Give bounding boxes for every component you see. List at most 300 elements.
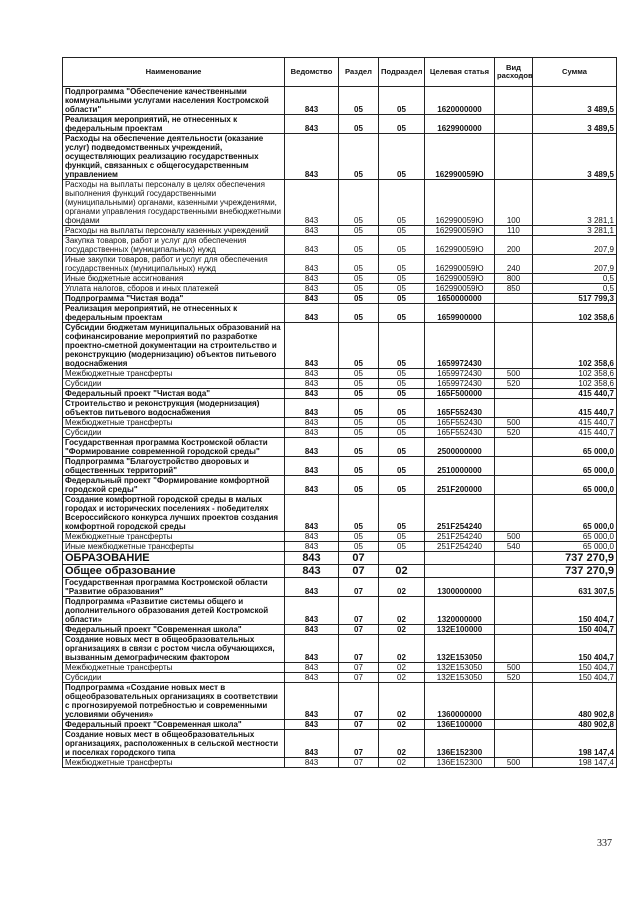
row-name: Иные закупки товаров, работ и услуг для обеспечения государственных (муниципальных) нужд bbox=[63, 255, 285, 274]
table-row bbox=[63, 389, 617, 399]
row-section: 07 bbox=[339, 552, 379, 565]
row-section: 05 bbox=[339, 379, 379, 389]
table-row bbox=[63, 532, 617, 542]
table-row bbox=[63, 428, 617, 438]
row-subsection: 05 bbox=[379, 428, 425, 438]
row-subsection: 02 bbox=[379, 683, 425, 720]
table-row bbox=[63, 180, 617, 226]
row-amount: 65 000,0 bbox=[533, 438, 617, 457]
row-section: 05 bbox=[339, 323, 379, 369]
row-department: 843 bbox=[285, 379, 339, 389]
header-expense-type: Вид расходов bbox=[495, 58, 533, 87]
row-name: Иные бюджетные ассигнования bbox=[63, 274, 285, 284]
row-target-article: 165F500000 bbox=[425, 389, 495, 399]
row-expense-type bbox=[495, 304, 533, 323]
row-department: 843 bbox=[285, 115, 339, 134]
row-name: Федеральный проект "Современная школа" bbox=[63, 625, 285, 635]
row-target-article: 165F552430 bbox=[425, 428, 495, 438]
row-name: Межбюджетные трансферты bbox=[63, 369, 285, 379]
row-department: 843 bbox=[285, 635, 339, 663]
row-department: 843 bbox=[285, 578, 339, 597]
row-name: Расходы на обеспечение деятельности (оказание услуг) подведомственных учреждений, осуществляющих реализацию государственных функций, связанных с общегосударственным управлением bbox=[63, 134, 285, 180]
row-section: 05 bbox=[339, 284, 379, 294]
table-row bbox=[63, 495, 617, 532]
row-amount: 480 902,8 bbox=[533, 720, 617, 730]
row-expense-type bbox=[495, 457, 533, 476]
row-department: 843 bbox=[285, 226, 339, 236]
row-section: 05 bbox=[339, 457, 379, 476]
row-subsection: 02 bbox=[379, 720, 425, 730]
table-row bbox=[63, 369, 617, 379]
row-subsection: 02 bbox=[379, 730, 425, 758]
row-name: Федеральный проект "Современная школа" bbox=[63, 720, 285, 730]
row-section: 07 bbox=[339, 683, 379, 720]
row-subsection: 05 bbox=[379, 399, 425, 418]
table-row bbox=[63, 673, 617, 683]
row-target-article: 132E153050 bbox=[425, 635, 495, 663]
row-section: 07 bbox=[339, 597, 379, 625]
budget-table bbox=[62, 57, 617, 768]
row-subsection: 05 bbox=[379, 134, 425, 180]
row-subsection: 05 bbox=[379, 476, 425, 495]
row-section: 05 bbox=[339, 428, 379, 438]
row-amount: 415 440,7 bbox=[533, 428, 617, 438]
table-row bbox=[63, 720, 617, 730]
table-row bbox=[63, 730, 617, 758]
row-name: Субсидии bbox=[63, 673, 285, 683]
row-target-article: 162990059Ю bbox=[425, 255, 495, 274]
row-department: 843 bbox=[285, 369, 339, 379]
row-expense-type: 800 bbox=[495, 274, 533, 284]
row-name: Межбюджетные трансферты bbox=[63, 663, 285, 673]
row-expense-type bbox=[495, 87, 533, 115]
row-expense-type bbox=[495, 578, 533, 597]
row-name: Межбюджетные трансферты bbox=[63, 418, 285, 428]
row-amount: 207,9 bbox=[533, 255, 617, 274]
row-name: Государственная программа Костромской области "Развитие образования" bbox=[63, 578, 285, 597]
row-section: 05 bbox=[339, 274, 379, 284]
row-expense-type: 520 bbox=[495, 673, 533, 683]
row-section: 07 bbox=[339, 635, 379, 663]
row-amount: 0,5 bbox=[533, 284, 617, 294]
row-subsection: 05 bbox=[379, 438, 425, 457]
row-section: 05 bbox=[339, 389, 379, 399]
row-name: Подпрограмма «Создание новых мест в общеобразовательных организациях в соответствии с прогнозируемой потребностью и современными условиями обучения» bbox=[63, 683, 285, 720]
row-target-article: 2500000000 bbox=[425, 438, 495, 457]
row-name: ОБРАЗОВАНИЕ bbox=[63, 552, 285, 565]
row-subsection: 05 bbox=[379, 304, 425, 323]
row-section: 07 bbox=[339, 565, 379, 578]
row-name: Подпрограмма "Чистая вода" bbox=[63, 294, 285, 304]
row-department: 843 bbox=[285, 87, 339, 115]
row-section: 05 bbox=[339, 399, 379, 418]
row-amount: 737 270,9 bbox=[533, 565, 617, 578]
row-target-article bbox=[425, 552, 495, 565]
row-expense-type bbox=[495, 399, 533, 418]
row-expense-type bbox=[495, 597, 533, 625]
row-department: 843 bbox=[285, 418, 339, 428]
row-section: 05 bbox=[339, 532, 379, 542]
row-section: 05 bbox=[339, 255, 379, 274]
row-name: Иные межбюджетные трансферты bbox=[63, 542, 285, 552]
row-section: 05 bbox=[339, 115, 379, 134]
row-target-article: 136E152300 bbox=[425, 758, 495, 768]
table-row bbox=[63, 758, 617, 768]
row-target-article: 1659972430 bbox=[425, 379, 495, 389]
row-subsection: 05 bbox=[379, 274, 425, 284]
row-amount: 3 281,1 bbox=[533, 226, 617, 236]
row-amount: 150 404,7 bbox=[533, 663, 617, 673]
row-name: Федеральный проект "Чистая вода" bbox=[63, 389, 285, 399]
row-department: 843 bbox=[285, 730, 339, 758]
row-expense-type: 520 bbox=[495, 379, 533, 389]
row-expense-type: 500 bbox=[495, 418, 533, 428]
row-section: 05 bbox=[339, 495, 379, 532]
table-row bbox=[63, 236, 617, 255]
row-department: 843 bbox=[285, 565, 339, 578]
row-department: 843 bbox=[285, 542, 339, 552]
row-subsection: 02 bbox=[379, 635, 425, 663]
row-section: 07 bbox=[339, 625, 379, 635]
row-section: 05 bbox=[339, 418, 379, 428]
row-expense-type: 200 bbox=[495, 236, 533, 255]
row-name: Государственная программа Костромской области "Формирование современной городской среды" bbox=[63, 438, 285, 457]
row-section: 07 bbox=[339, 578, 379, 597]
table-row bbox=[63, 284, 617, 294]
row-amount: 207,9 bbox=[533, 236, 617, 255]
row-department: 843 bbox=[285, 274, 339, 284]
row-target-article: 162990059Ю bbox=[425, 134, 495, 180]
row-department: 843 bbox=[285, 323, 339, 369]
row-section: 07 bbox=[339, 720, 379, 730]
row-department: 843 bbox=[285, 134, 339, 180]
row-subsection: 05 bbox=[379, 87, 425, 115]
row-section: 05 bbox=[339, 226, 379, 236]
table-row bbox=[63, 542, 617, 552]
row-amount: 150 404,7 bbox=[533, 625, 617, 635]
row-amount: 65 000,0 bbox=[533, 542, 617, 552]
row-section: 05 bbox=[339, 304, 379, 323]
row-target-article: 2510000000 bbox=[425, 457, 495, 476]
header-target-article: Целевая статья bbox=[425, 58, 495, 87]
row-department: 843 bbox=[285, 552, 339, 565]
row-subsection: 05 bbox=[379, 294, 425, 304]
row-section: 07 bbox=[339, 663, 379, 673]
row-name: Федеральный проект "Формирование комфортной городской среды" bbox=[63, 476, 285, 495]
row-amount: 3 489,5 bbox=[533, 115, 617, 134]
row-name: Реализация мероприятий, не отнесенных к федеральным проектам bbox=[63, 115, 285, 134]
row-expense-type: 500 bbox=[495, 369, 533, 379]
row-expense-type: 540 bbox=[495, 542, 533, 552]
row-subsection: 05 bbox=[379, 180, 425, 226]
row-expense-type bbox=[495, 323, 533, 369]
row-department: 843 bbox=[285, 683, 339, 720]
table-row bbox=[63, 255, 617, 274]
row-expense-type bbox=[495, 552, 533, 565]
row-expense-type bbox=[495, 476, 533, 495]
row-subsection: 02 bbox=[379, 758, 425, 768]
row-amount: 0,5 bbox=[533, 274, 617, 284]
row-target-article bbox=[425, 565, 495, 578]
row-target-article: 1659900000 bbox=[425, 304, 495, 323]
row-subsection: 02 bbox=[379, 565, 425, 578]
header-name: Наименование bbox=[63, 58, 285, 87]
row-name: Реализация мероприятий, не отнесенных к федеральным проектам bbox=[63, 304, 285, 323]
row-department: 843 bbox=[285, 255, 339, 274]
row-subsection: 02 bbox=[379, 597, 425, 625]
row-amount: 198 147,4 bbox=[533, 758, 617, 768]
row-section: 05 bbox=[339, 87, 379, 115]
row-subsection: 05 bbox=[379, 115, 425, 134]
table-row bbox=[63, 379, 617, 389]
row-amount: 65 000,0 bbox=[533, 532, 617, 542]
header-subsection: Подраздел bbox=[379, 58, 425, 87]
row-department: 843 bbox=[285, 284, 339, 294]
row-section: 05 bbox=[339, 180, 379, 226]
row-department: 843 bbox=[285, 389, 339, 399]
row-name: Уплата налогов, сборов и иных платежей bbox=[63, 284, 285, 294]
table-row bbox=[63, 87, 617, 115]
row-subsection: 05 bbox=[379, 495, 425, 532]
row-name: Расходы на выплаты персоналу в целях обеспечения выполнения функций государственными (муниципальными) органами, казенными учреждениями, органами управления государственными внебюджетными фондами bbox=[63, 180, 285, 226]
row-section: 05 bbox=[339, 438, 379, 457]
table-row bbox=[63, 304, 617, 323]
row-name: Создание новых мест в общеобразовательных организациях в связи с ростом числа обучающихся, вызванным демографическим фактором bbox=[63, 635, 285, 663]
table-row bbox=[63, 597, 617, 625]
row-amount: 480 902,8 bbox=[533, 683, 617, 720]
row-expense-type bbox=[495, 565, 533, 578]
row-expense-type bbox=[495, 438, 533, 457]
row-name: Закупка товаров, работ и услуг для обеспечения государственных (муниципальных) нужд bbox=[63, 236, 285, 255]
row-subsection: 02 bbox=[379, 625, 425, 635]
row-amount: 198 147,4 bbox=[533, 730, 617, 758]
table-row bbox=[63, 625, 617, 635]
row-section: 07 bbox=[339, 730, 379, 758]
row-target-article: 162990059Ю bbox=[425, 274, 495, 284]
row-expense-type bbox=[495, 389, 533, 399]
row-expense-type: 500 bbox=[495, 532, 533, 542]
row-subsection: 05 bbox=[379, 226, 425, 236]
row-expense-type: 500 bbox=[495, 758, 533, 768]
row-name: Подпрограмма "Обеспечение качественными коммунальными услугами населения Костромской области" bbox=[63, 87, 285, 115]
row-department: 843 bbox=[285, 597, 339, 625]
row-section: 05 bbox=[339, 542, 379, 552]
table-row bbox=[63, 226, 617, 236]
header-amount: Сумма bbox=[533, 58, 617, 87]
row-section: 07 bbox=[339, 673, 379, 683]
row-target-article: 162990059Ю bbox=[425, 284, 495, 294]
row-section: 05 bbox=[339, 134, 379, 180]
row-subsection: 02 bbox=[379, 578, 425, 597]
row-amount: 631 307,5 bbox=[533, 578, 617, 597]
row-section: 05 bbox=[339, 369, 379, 379]
row-target-article: 132E100000 bbox=[425, 625, 495, 635]
row-subsection: 05 bbox=[379, 457, 425, 476]
row-department: 843 bbox=[285, 663, 339, 673]
row-subsection: 05 bbox=[379, 532, 425, 542]
row-target-article: 251F254240 bbox=[425, 542, 495, 552]
row-amount: 415 440,7 bbox=[533, 418, 617, 428]
row-amount: 737 270,9 bbox=[533, 552, 617, 565]
row-subsection: 02 bbox=[379, 663, 425, 673]
table-row bbox=[63, 683, 617, 720]
row-target-article: 251F254240 bbox=[425, 532, 495, 542]
row-subsection: 05 bbox=[379, 369, 425, 379]
row-amount: 102 358,6 bbox=[533, 379, 617, 389]
row-amount: 3 489,5 bbox=[533, 87, 617, 115]
row-target-article: 162990059Ю bbox=[425, 180, 495, 226]
header-section: Раздел bbox=[339, 58, 379, 87]
row-target-article: 251F200000 bbox=[425, 476, 495, 495]
row-department: 843 bbox=[285, 673, 339, 683]
row-expense-type bbox=[495, 730, 533, 758]
table-row bbox=[63, 134, 617, 180]
row-name: Подпрограмма «Развитие системы общего и дополнительного образования детей Костромской области» bbox=[63, 597, 285, 625]
row-target-article: 165F552430 bbox=[425, 399, 495, 418]
table-row bbox=[63, 418, 617, 428]
row-target-article: 1320000000 bbox=[425, 597, 495, 625]
row-department: 843 bbox=[285, 180, 339, 226]
budget-table-sheet bbox=[62, 57, 616, 768]
row-name: Общее образование bbox=[63, 565, 285, 578]
row-expense-type bbox=[495, 495, 533, 532]
row-expense-type bbox=[495, 294, 533, 304]
row-name: Субсидии бюджетам муниципальных образований на софинансирование мероприятий по разработке проектно-сметной документации на строительство и реконструкцию (модернизацию) объектов питьевого водоснабжения bbox=[63, 323, 285, 369]
row-target-article: 1659972430 bbox=[425, 323, 495, 369]
row-expense-type bbox=[495, 635, 533, 663]
row-subsection: 05 bbox=[379, 542, 425, 552]
row-target-article: 132E153050 bbox=[425, 663, 495, 673]
row-department: 843 bbox=[285, 236, 339, 255]
row-subsection: 05 bbox=[379, 323, 425, 369]
row-expense-type: 500 bbox=[495, 663, 533, 673]
row-name: Создание комфортной городской среды в малых городах и исторических поселениях - победителях Всероссийского конкурса лучших проектов создания комфортной городской среды bbox=[63, 495, 285, 532]
row-name: Межбюджетные трансферты bbox=[63, 532, 285, 542]
row-subsection: 05 bbox=[379, 389, 425, 399]
row-department: 843 bbox=[285, 476, 339, 495]
row-department: 843 bbox=[285, 625, 339, 635]
row-expense-type bbox=[495, 115, 533, 134]
row-expense-type: 520 bbox=[495, 428, 533, 438]
row-name: Строительство и реконструкция (модернизация) объектов питьевого водоснабжения bbox=[63, 399, 285, 418]
table-row bbox=[63, 635, 617, 663]
row-department: 843 bbox=[285, 720, 339, 730]
row-name: Расходы на выплаты персоналу казенных учреждений bbox=[63, 226, 285, 236]
row-amount: 150 404,7 bbox=[533, 673, 617, 683]
page-number: 337 bbox=[597, 838, 612, 849]
table-row bbox=[63, 552, 617, 565]
row-subsection: 05 bbox=[379, 255, 425, 274]
table-row bbox=[63, 274, 617, 284]
row-target-article: 132E153050 bbox=[425, 673, 495, 683]
row-subsection: 05 bbox=[379, 379, 425, 389]
row-target-article: 1360000000 bbox=[425, 683, 495, 720]
table-row bbox=[63, 294, 617, 304]
row-amount: 3 281,1 bbox=[533, 180, 617, 226]
row-amount: 102 358,6 bbox=[533, 304, 617, 323]
row-department: 843 bbox=[285, 758, 339, 768]
table-row bbox=[63, 476, 617, 495]
table-row bbox=[63, 565, 617, 578]
table-row bbox=[63, 323, 617, 369]
row-target-article: 1650000000 bbox=[425, 294, 495, 304]
row-target-article: 162990059Ю bbox=[425, 226, 495, 236]
row-amount: 415 440,7 bbox=[533, 399, 617, 418]
row-expense-type: 110 bbox=[495, 226, 533, 236]
row-target-article: 136E100000 bbox=[425, 720, 495, 730]
row-amount: 150 404,7 bbox=[533, 597, 617, 625]
row-expense-type: 850 bbox=[495, 284, 533, 294]
row-subsection: 05 bbox=[379, 236, 425, 255]
table-row bbox=[63, 438, 617, 457]
row-name: Субсидии bbox=[63, 428, 285, 438]
row-target-article: 136E152300 bbox=[425, 730, 495, 758]
row-subsection bbox=[379, 552, 425, 565]
row-department: 843 bbox=[285, 399, 339, 418]
row-subsection: 05 bbox=[379, 418, 425, 428]
table-row bbox=[63, 663, 617, 673]
row-expense-type bbox=[495, 625, 533, 635]
row-name: Межбюджетные трансферты bbox=[63, 758, 285, 768]
row-department: 843 bbox=[285, 428, 339, 438]
table-row bbox=[63, 457, 617, 476]
row-amount: 150 404,7 bbox=[533, 635, 617, 663]
row-amount: 415 440,7 bbox=[533, 389, 617, 399]
row-department: 843 bbox=[285, 532, 339, 542]
row-amount: 65 000,0 bbox=[533, 495, 617, 532]
row-section: 05 bbox=[339, 476, 379, 495]
row-expense-type bbox=[495, 134, 533, 180]
row-expense-type bbox=[495, 720, 533, 730]
row-target-article: 251F254240 bbox=[425, 495, 495, 532]
row-amount: 102 358,6 bbox=[533, 369, 617, 379]
row-expense-type: 240 bbox=[495, 255, 533, 274]
row-amount: 65 000,0 bbox=[533, 457, 617, 476]
row-amount: 65 000,0 bbox=[533, 476, 617, 495]
row-expense-type bbox=[495, 683, 533, 720]
header-department: Ведомство bbox=[285, 58, 339, 87]
row-department: 843 bbox=[285, 495, 339, 532]
row-department: 843 bbox=[285, 294, 339, 304]
header-row bbox=[63, 58, 617, 87]
row-subsection: 05 bbox=[379, 284, 425, 294]
row-amount: 517 799,3 bbox=[533, 294, 617, 304]
row-target-article: 162990059Ю bbox=[425, 236, 495, 255]
table-row bbox=[63, 399, 617, 418]
row-expense-type: 100 bbox=[495, 180, 533, 226]
row-target-article: 1300000000 bbox=[425, 578, 495, 597]
row-section: 05 bbox=[339, 294, 379, 304]
row-amount: 3 489,5 bbox=[533, 134, 617, 180]
row-name: Создание новых мест в общеобразовательных организациях, расположенных в сельской местности и поселках городского типа bbox=[63, 730, 285, 758]
table-body bbox=[63, 87, 617, 768]
row-target-article: 1629900000 bbox=[425, 115, 495, 134]
row-subsection: 02 bbox=[379, 673, 425, 683]
table-row bbox=[63, 115, 617, 134]
row-target-article: 165F552430 bbox=[425, 418, 495, 428]
row-department: 843 bbox=[285, 304, 339, 323]
row-section: 07 bbox=[339, 758, 379, 768]
row-department: 843 bbox=[285, 457, 339, 476]
row-department: 843 bbox=[285, 438, 339, 457]
row-section: 05 bbox=[339, 236, 379, 255]
row-name: Субсидии bbox=[63, 379, 285, 389]
row-target-article: 1620000000 bbox=[425, 87, 495, 115]
row-amount: 102 358,6 bbox=[533, 323, 617, 369]
row-target-article: 1659972430 bbox=[425, 369, 495, 379]
row-name: Подпрограмма "Благоустройство дворовых и общественных территорий" bbox=[63, 457, 285, 476]
table-row bbox=[63, 578, 617, 597]
